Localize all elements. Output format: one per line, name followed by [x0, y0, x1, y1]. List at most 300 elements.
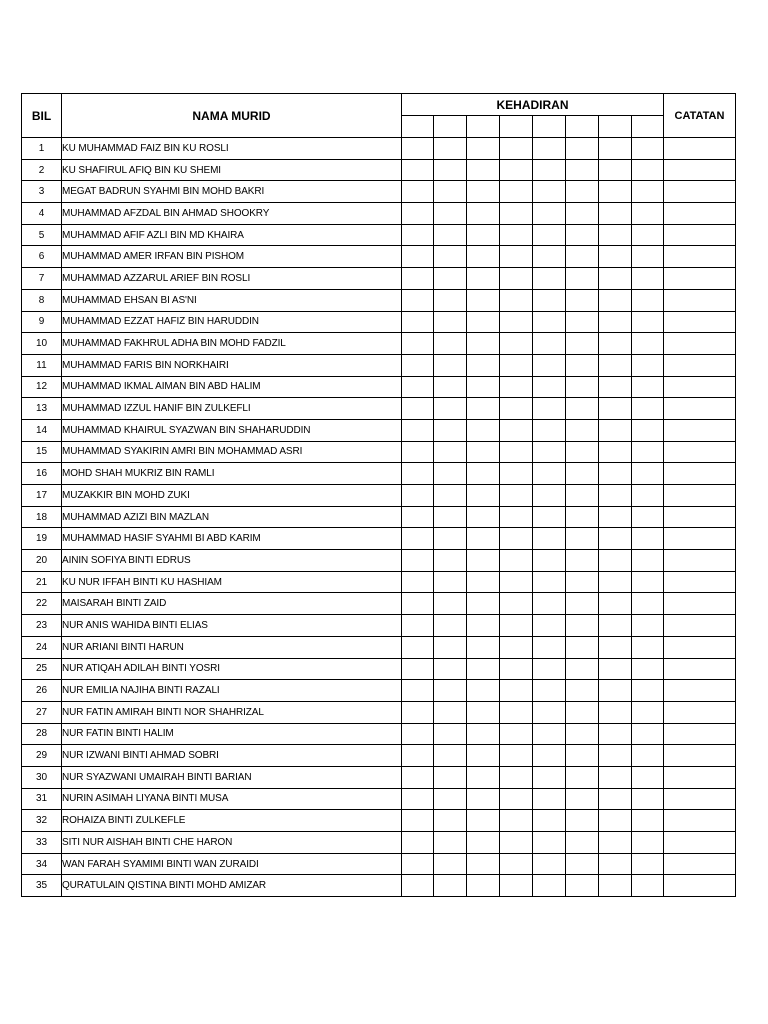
attendance-mark-cell[interactable] [402, 224, 434, 246]
attendance-mark-cell[interactable] [402, 810, 434, 832]
attendance-mark-cell[interactable] [402, 550, 434, 572]
attendance-mark-cell[interactable] [434, 398, 467, 420]
attendance-mark-cell[interactable] [599, 159, 632, 181]
attendance-mark-cell[interactable] [500, 658, 533, 680]
attendance-mark-cell[interactable] [566, 701, 599, 723]
attendance-mark-cell[interactable] [632, 810, 664, 832]
attendance-mark-cell[interactable] [566, 441, 599, 463]
attendance-mark-cell[interactable] [500, 224, 533, 246]
attendance-mark-cell[interactable] [467, 441, 500, 463]
attendance-mark-cell[interactable] [500, 636, 533, 658]
attendance-mark-cell[interactable] [402, 853, 434, 875]
attendance-mark-cell[interactable] [632, 203, 664, 225]
attendance-mark-cell[interactable] [500, 832, 533, 854]
row-catatan-cell[interactable] [664, 311, 736, 333]
attendance-mark-cell[interactable] [566, 571, 599, 593]
attendance-mark-cell[interactable] [467, 463, 500, 485]
attendance-mark-cell[interactable] [599, 398, 632, 420]
attendance-mark-cell[interactable] [533, 181, 566, 203]
attendance-mark-cell[interactable] [632, 333, 664, 355]
attendance-mark-cell[interactable] [500, 246, 533, 268]
attendance-mark-cell[interactable] [402, 419, 434, 441]
attendance-mark-cell[interactable] [599, 832, 632, 854]
attendance-mark-cell[interactable] [434, 333, 467, 355]
attendance-mark-cell[interactable] [467, 354, 500, 376]
row-catatan-cell[interactable] [664, 745, 736, 767]
attendance-mark-cell[interactable] [467, 875, 500, 897]
attendance-mark-cell[interactable] [599, 593, 632, 615]
attendance-mark-cell[interactable] [632, 832, 664, 854]
row-catatan-cell[interactable] [664, 658, 736, 680]
attendance-mark-cell[interactable] [533, 138, 566, 160]
attendance-mark-cell[interactable] [467, 181, 500, 203]
attendance-mark-cell[interactable] [467, 419, 500, 441]
attendance-mark-cell[interactable] [632, 354, 664, 376]
attendance-mark-cell[interactable] [434, 701, 467, 723]
attendance-mark-cell[interactable] [566, 766, 599, 788]
attendance-mark-cell[interactable] [500, 875, 533, 897]
attendance-mark-cell[interactable] [434, 376, 467, 398]
attendance-mark-cell[interactable] [632, 723, 664, 745]
row-catatan-cell[interactable] [664, 506, 736, 528]
attendance-mark-cell[interactable] [566, 463, 599, 485]
row-catatan-cell[interactable] [664, 463, 736, 485]
row-catatan-cell[interactable] [664, 159, 736, 181]
attendance-mark-cell[interactable] [402, 181, 434, 203]
attendance-mark-cell[interactable] [533, 680, 566, 702]
attendance-mark-cell[interactable] [467, 701, 500, 723]
attendance-mark-cell[interactable] [533, 441, 566, 463]
attendance-mark-cell[interactable] [434, 224, 467, 246]
attendance-mark-cell[interactable] [402, 723, 434, 745]
attendance-mark-cell[interactable] [599, 701, 632, 723]
row-catatan-cell[interactable] [664, 550, 736, 572]
attendance-mark-cell[interactable] [533, 788, 566, 810]
attendance-mark-cell[interactable] [599, 658, 632, 680]
attendance-mark-cell[interactable] [566, 810, 599, 832]
attendance-mark-cell[interactable] [500, 398, 533, 420]
attendance-mark-cell[interactable] [632, 181, 664, 203]
attendance-mark-cell[interactable] [533, 853, 566, 875]
attendance-mark-cell[interactable] [632, 550, 664, 572]
attendance-mark-cell[interactable] [566, 550, 599, 572]
row-catatan-cell[interactable] [664, 701, 736, 723]
attendance-mark-cell[interactable] [402, 354, 434, 376]
attendance-mark-cell[interactable] [599, 636, 632, 658]
attendance-mark-cell[interactable] [566, 311, 599, 333]
row-catatan-cell[interactable] [664, 593, 736, 615]
attendance-mark-cell[interactable] [434, 832, 467, 854]
attendance-mark-cell[interactable] [467, 528, 500, 550]
attendance-mark-cell[interactable] [533, 268, 566, 290]
row-catatan-cell[interactable] [664, 615, 736, 637]
row-catatan-cell[interactable] [664, 723, 736, 745]
attendance-mark-cell[interactable] [599, 419, 632, 441]
attendance-mark-cell[interactable] [467, 506, 500, 528]
attendance-mark-cell[interactable] [533, 810, 566, 832]
attendance-mark-cell[interactable] [599, 528, 632, 550]
attendance-mark-cell[interactable] [566, 289, 599, 311]
attendance-mark-cell[interactable] [434, 875, 467, 897]
attendance-mark-cell[interactable] [632, 159, 664, 181]
attendance-mark-cell[interactable] [467, 203, 500, 225]
attendance-mark-cell[interactable] [599, 246, 632, 268]
attendance-mark-cell[interactable] [533, 636, 566, 658]
attendance-mark-cell[interactable] [434, 419, 467, 441]
row-catatan-cell[interactable] [664, 289, 736, 311]
attendance-mark-cell[interactable] [402, 398, 434, 420]
attendance-mark-cell[interactable] [402, 441, 434, 463]
attendance-mark-cell[interactable] [402, 506, 434, 528]
attendance-mark-cell[interactable] [467, 246, 500, 268]
attendance-mark-cell[interactable] [500, 745, 533, 767]
attendance-mark-cell[interactable] [500, 615, 533, 637]
attendance-mark-cell[interactable] [434, 810, 467, 832]
attendance-mark-cell[interactable] [632, 788, 664, 810]
attendance-mark-cell[interactable] [533, 246, 566, 268]
attendance-mark-cell[interactable] [467, 485, 500, 507]
attendance-mark-cell[interactable] [533, 593, 566, 615]
attendance-mark-cell[interactable] [500, 311, 533, 333]
attendance-mark-cell[interactable] [467, 593, 500, 615]
attendance-mark-cell[interactable] [402, 571, 434, 593]
attendance-mark-cell[interactable] [533, 311, 566, 333]
attendance-mark-cell[interactable] [632, 246, 664, 268]
attendance-mark-cell[interactable] [467, 159, 500, 181]
attendance-mark-cell[interactable] [533, 550, 566, 572]
attendance-mark-cell[interactable] [632, 419, 664, 441]
attendance-mark-cell[interactable] [467, 788, 500, 810]
attendance-mark-cell[interactable] [632, 658, 664, 680]
attendance-mark-cell[interactable] [533, 289, 566, 311]
attendance-mark-cell[interactable] [500, 268, 533, 290]
attendance-mark-cell[interactable] [533, 766, 566, 788]
attendance-mark-cell[interactable] [599, 138, 632, 160]
attendance-mark-cell[interactable] [599, 550, 632, 572]
attendance-mark-cell[interactable] [599, 289, 632, 311]
attendance-mark-cell[interactable] [599, 853, 632, 875]
attendance-mark-cell[interactable] [402, 745, 434, 767]
attendance-mark-cell[interactable] [434, 159, 467, 181]
attendance-mark-cell[interactable] [434, 528, 467, 550]
row-catatan-cell[interactable] [664, 181, 736, 203]
attendance-mark-cell[interactable] [599, 224, 632, 246]
attendance-mark-cell[interactable] [599, 615, 632, 637]
attendance-mark-cell[interactable] [599, 745, 632, 767]
attendance-mark-cell[interactable] [566, 159, 599, 181]
attendance-mark-cell[interactable] [467, 376, 500, 398]
attendance-mark-cell[interactable] [402, 159, 434, 181]
attendance-mark-cell[interactable] [434, 289, 467, 311]
attendance-mark-cell[interactable] [467, 550, 500, 572]
attendance-mark-cell[interactable] [632, 268, 664, 290]
row-catatan-cell[interactable] [664, 268, 736, 290]
attendance-mark-cell[interactable] [533, 723, 566, 745]
attendance-mark-cell[interactable] [566, 832, 599, 854]
attendance-mark-cell[interactable] [434, 354, 467, 376]
attendance-mark-cell[interactable] [500, 441, 533, 463]
attendance-mark-cell[interactable] [500, 766, 533, 788]
attendance-mark-cell[interactable] [467, 658, 500, 680]
attendance-mark-cell[interactable] [566, 788, 599, 810]
row-catatan-cell[interactable] [664, 832, 736, 854]
attendance-mark-cell[interactable] [566, 333, 599, 355]
attendance-mark-cell[interactable] [632, 615, 664, 637]
attendance-mark-cell[interactable] [533, 701, 566, 723]
attendance-mark-cell[interactable] [434, 615, 467, 637]
row-catatan-cell[interactable] [664, 203, 736, 225]
attendance-mark-cell[interactable] [467, 766, 500, 788]
attendance-mark-cell[interactable] [467, 333, 500, 355]
attendance-mark-cell[interactable] [599, 311, 632, 333]
attendance-mark-cell[interactable] [402, 528, 434, 550]
attendance-mark-cell[interactable] [434, 766, 467, 788]
attendance-mark-cell[interactable] [632, 485, 664, 507]
attendance-mark-cell[interactable] [632, 528, 664, 550]
row-catatan-cell[interactable] [664, 354, 736, 376]
attendance-mark-cell[interactable] [566, 875, 599, 897]
attendance-mark-cell[interactable] [467, 745, 500, 767]
attendance-mark-cell[interactable] [566, 398, 599, 420]
attendance-mark-cell[interactable] [599, 463, 632, 485]
attendance-mark-cell[interactable] [533, 354, 566, 376]
row-catatan-cell[interactable] [664, 246, 736, 268]
attendance-mark-cell[interactable] [434, 441, 467, 463]
attendance-mark-cell[interactable] [402, 788, 434, 810]
attendance-mark-cell[interactable] [402, 615, 434, 637]
attendance-mark-cell[interactable] [467, 268, 500, 290]
attendance-mark-cell[interactable] [599, 506, 632, 528]
attendance-mark-cell[interactable] [467, 636, 500, 658]
attendance-mark-cell[interactable] [467, 723, 500, 745]
attendance-mark-cell[interactable] [599, 680, 632, 702]
attendance-mark-cell[interactable] [402, 636, 434, 658]
attendance-mark-cell[interactable] [434, 680, 467, 702]
attendance-mark-cell[interactable] [402, 875, 434, 897]
attendance-mark-cell[interactable] [533, 333, 566, 355]
row-catatan-cell[interactable] [664, 853, 736, 875]
attendance-mark-cell[interactable] [632, 506, 664, 528]
attendance-mark-cell[interactable] [599, 376, 632, 398]
attendance-mark-cell[interactable] [500, 354, 533, 376]
attendance-mark-cell[interactable] [599, 723, 632, 745]
attendance-mark-cell[interactable] [599, 333, 632, 355]
attendance-mark-cell[interactable] [434, 246, 467, 268]
attendance-mark-cell[interactable] [500, 419, 533, 441]
attendance-mark-cell[interactable] [566, 680, 599, 702]
attendance-mark-cell[interactable] [566, 419, 599, 441]
attendance-mark-cell[interactable] [402, 138, 434, 160]
attendance-mark-cell[interactable] [467, 810, 500, 832]
attendance-mark-cell[interactable] [632, 138, 664, 160]
attendance-mark-cell[interactable] [500, 701, 533, 723]
attendance-mark-cell[interactable] [632, 289, 664, 311]
attendance-mark-cell[interactable] [533, 224, 566, 246]
attendance-mark-cell[interactable] [500, 289, 533, 311]
attendance-mark-cell[interactable] [533, 159, 566, 181]
attendance-mark-cell[interactable] [402, 333, 434, 355]
attendance-mark-cell[interactable] [533, 832, 566, 854]
attendance-mark-cell[interactable] [566, 376, 599, 398]
attendance-mark-cell[interactable] [434, 658, 467, 680]
attendance-mark-cell[interactable] [632, 398, 664, 420]
attendance-mark-cell[interactable] [434, 745, 467, 767]
row-catatan-cell[interactable] [664, 419, 736, 441]
attendance-mark-cell[interactable] [500, 723, 533, 745]
row-catatan-cell[interactable] [664, 766, 736, 788]
attendance-mark-cell[interactable] [533, 376, 566, 398]
attendance-mark-cell[interactable] [500, 463, 533, 485]
attendance-mark-cell[interactable] [434, 463, 467, 485]
attendance-mark-cell[interactable] [533, 745, 566, 767]
attendance-mark-cell[interactable] [632, 875, 664, 897]
attendance-mark-cell[interactable] [402, 289, 434, 311]
attendance-mark-cell[interactable] [566, 658, 599, 680]
attendance-mark-cell[interactable] [533, 398, 566, 420]
row-catatan-cell[interactable] [664, 138, 736, 160]
attendance-mark-cell[interactable] [434, 485, 467, 507]
attendance-mark-cell[interactable] [533, 419, 566, 441]
attendance-mark-cell[interactable] [599, 203, 632, 225]
attendance-mark-cell[interactable] [434, 138, 467, 160]
attendance-mark-cell[interactable] [632, 766, 664, 788]
attendance-mark-cell[interactable] [402, 485, 434, 507]
attendance-mark-cell[interactable] [599, 354, 632, 376]
attendance-mark-cell[interactable] [467, 680, 500, 702]
attendance-mark-cell[interactable] [467, 224, 500, 246]
row-catatan-cell[interactable] [664, 571, 736, 593]
row-catatan-cell[interactable] [664, 636, 736, 658]
attendance-mark-cell[interactable] [467, 832, 500, 854]
attendance-mark-cell[interactable] [566, 246, 599, 268]
attendance-mark-cell[interactable] [599, 788, 632, 810]
attendance-mark-cell[interactable] [599, 485, 632, 507]
attendance-mark-cell[interactable] [632, 571, 664, 593]
attendance-mark-cell[interactable] [500, 680, 533, 702]
attendance-mark-cell[interactable] [500, 550, 533, 572]
attendance-mark-cell[interactable] [434, 506, 467, 528]
attendance-mark-cell[interactable] [434, 636, 467, 658]
row-catatan-cell[interactable] [664, 788, 736, 810]
row-catatan-cell[interactable] [664, 224, 736, 246]
attendance-mark-cell[interactable] [402, 376, 434, 398]
attendance-mark-cell[interactable] [632, 853, 664, 875]
attendance-mark-cell[interactable] [500, 485, 533, 507]
attendance-mark-cell[interactable] [599, 441, 632, 463]
attendance-mark-cell[interactable] [467, 615, 500, 637]
attendance-mark-cell[interactable] [467, 138, 500, 160]
attendance-mark-cell[interactable] [566, 745, 599, 767]
attendance-mark-cell[interactable] [500, 788, 533, 810]
attendance-mark-cell[interactable] [402, 311, 434, 333]
attendance-mark-cell[interactable] [632, 224, 664, 246]
attendance-mark-cell[interactable] [467, 853, 500, 875]
attendance-mark-cell[interactable] [434, 853, 467, 875]
attendance-mark-cell[interactable] [599, 810, 632, 832]
attendance-mark-cell[interactable] [632, 463, 664, 485]
attendance-mark-cell[interactable] [599, 571, 632, 593]
attendance-mark-cell[interactable] [566, 636, 599, 658]
row-catatan-cell[interactable] [664, 875, 736, 897]
attendance-mark-cell[interactable] [402, 246, 434, 268]
attendance-mark-cell[interactable] [467, 398, 500, 420]
attendance-mark-cell[interactable] [566, 181, 599, 203]
row-catatan-cell[interactable] [664, 376, 736, 398]
attendance-mark-cell[interactable] [434, 723, 467, 745]
attendance-mark-cell[interactable] [500, 506, 533, 528]
attendance-mark-cell[interactable] [402, 766, 434, 788]
attendance-mark-cell[interactable] [566, 528, 599, 550]
attendance-mark-cell[interactable] [402, 463, 434, 485]
attendance-mark-cell[interactable] [434, 203, 467, 225]
attendance-mark-cell[interactable] [632, 441, 664, 463]
attendance-mark-cell[interactable] [566, 354, 599, 376]
row-catatan-cell[interactable] [664, 485, 736, 507]
attendance-mark-cell[interactable] [599, 766, 632, 788]
attendance-mark-cell[interactable] [434, 268, 467, 290]
attendance-mark-cell[interactable] [434, 181, 467, 203]
attendance-mark-cell[interactable] [500, 138, 533, 160]
attendance-mark-cell[interactable] [533, 463, 566, 485]
attendance-mark-cell[interactable] [500, 593, 533, 615]
attendance-mark-cell[interactable] [632, 311, 664, 333]
row-catatan-cell[interactable] [664, 680, 736, 702]
attendance-mark-cell[interactable] [599, 875, 632, 897]
attendance-mark-cell[interactable] [434, 311, 467, 333]
attendance-mark-cell[interactable] [402, 680, 434, 702]
attendance-mark-cell[interactable] [500, 181, 533, 203]
attendance-mark-cell[interactable] [632, 593, 664, 615]
attendance-mark-cell[interactable] [533, 506, 566, 528]
row-catatan-cell[interactable] [664, 398, 736, 420]
attendance-mark-cell[interactable] [566, 615, 599, 637]
row-catatan-cell[interactable] [664, 333, 736, 355]
attendance-mark-cell[interactable] [632, 701, 664, 723]
attendance-mark-cell[interactable] [500, 203, 533, 225]
attendance-mark-cell[interactable] [500, 571, 533, 593]
attendance-mark-cell[interactable] [500, 159, 533, 181]
attendance-mark-cell[interactable] [467, 571, 500, 593]
attendance-mark-cell[interactable] [434, 550, 467, 572]
attendance-mark-cell[interactable] [402, 203, 434, 225]
attendance-mark-cell[interactable] [500, 853, 533, 875]
attendance-mark-cell[interactable] [402, 658, 434, 680]
attendance-mark-cell[interactable] [533, 528, 566, 550]
attendance-mark-cell[interactable] [566, 723, 599, 745]
row-catatan-cell[interactable] [664, 528, 736, 550]
attendance-mark-cell[interactable] [566, 203, 599, 225]
attendance-mark-cell[interactable] [500, 333, 533, 355]
attendance-mark-cell[interactable] [402, 701, 434, 723]
attendance-mark-cell[interactable] [566, 224, 599, 246]
attendance-mark-cell[interactable] [533, 571, 566, 593]
attendance-mark-cell[interactable] [566, 593, 599, 615]
attendance-mark-cell[interactable] [434, 593, 467, 615]
attendance-mark-cell[interactable] [434, 788, 467, 810]
attendance-mark-cell[interactable] [533, 658, 566, 680]
attendance-mark-cell[interactable] [566, 506, 599, 528]
attendance-mark-cell[interactable] [566, 853, 599, 875]
attendance-mark-cell[interactable] [566, 485, 599, 507]
attendance-mark-cell[interactable] [434, 571, 467, 593]
attendance-mark-cell[interactable] [599, 268, 632, 290]
attendance-mark-cell[interactable] [402, 268, 434, 290]
attendance-mark-cell[interactable] [599, 181, 632, 203]
attendance-mark-cell[interactable] [402, 593, 434, 615]
attendance-mark-cell[interactable] [500, 376, 533, 398]
attendance-mark-cell[interactable] [632, 376, 664, 398]
row-catatan-cell[interactable] [664, 810, 736, 832]
